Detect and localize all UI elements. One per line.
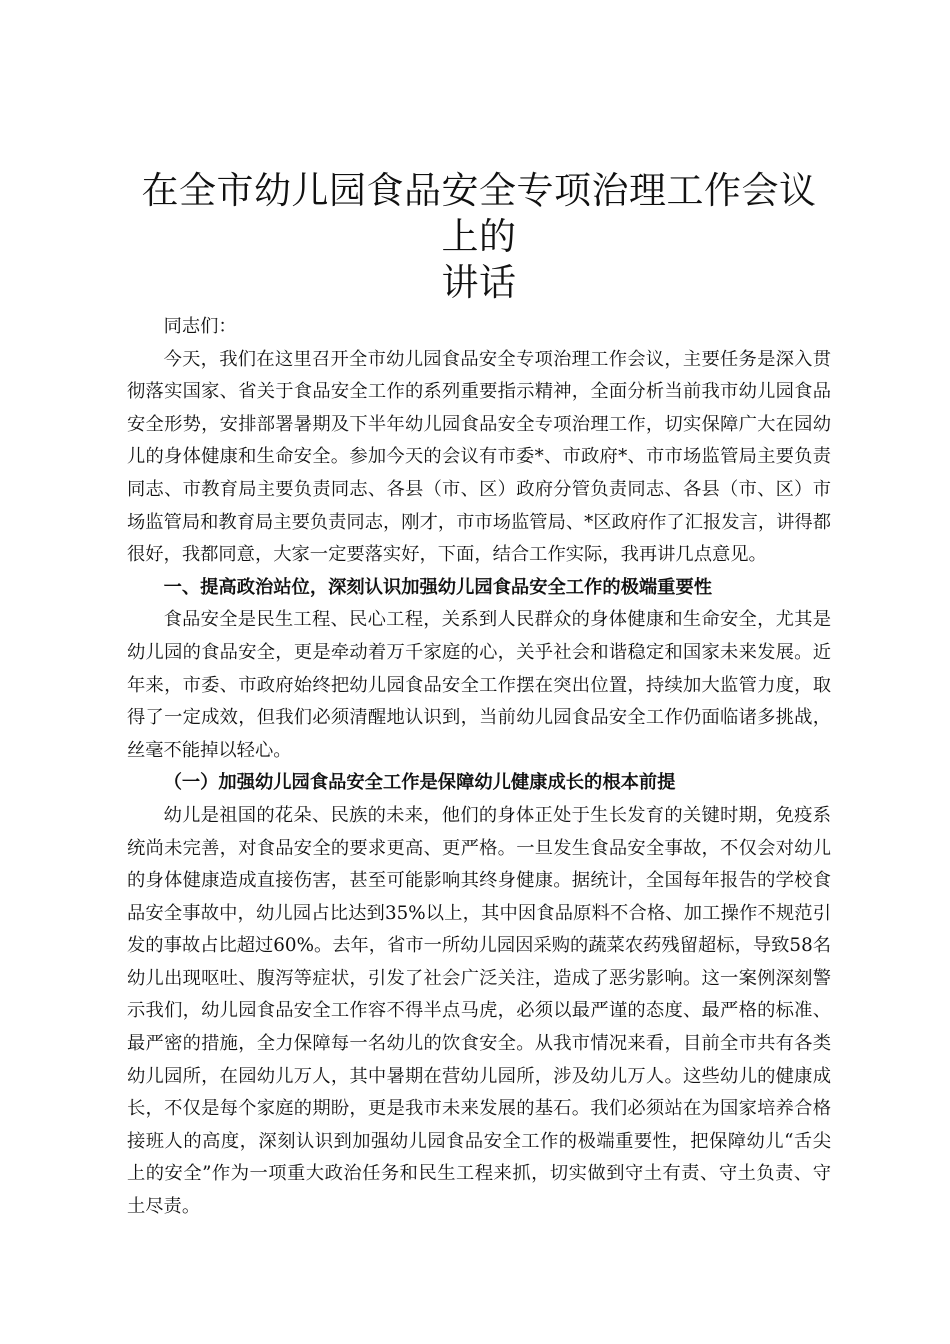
document-body bbox=[127, 168, 831, 1224]
section-heading-1: 一、提高政治站位，深刻认识加强幼儿园食品安全工作的极端重要性 bbox=[163, 576, 713, 598]
paragraph-subsection-1: 幼儿是祖国的花朵、民族的未来，他们的身体正处于生长发育的关键时期，免疫系统尚未完善，对食品安全的要求更高、更严格。一旦发生食品安全事故，不仅会对幼儿的身体健康造成直接伤害，甚至可能影响其终身健康。据统计，全国每年报告的学校食品安全事故中，幼儿园占比达到35%以上，其中因食品原料不合格、加工操作不规范引发的事故占比超过60%。去年，省市一所幼儿园因采购的蔬菜农药残留超标，导致58名幼儿出现呕吐、腹泻等症状，引发了社会广泛关注，造成了恶劣影响。这一案例深刻警示我们，幼儿园食品安全工作容不得半点马虎，必须以最严谨的态度、最严格的标准、最严密的措施，全力保障每一名幼儿的饮食安全。从我市情况来看，目前全市共有各类幼儿园所，在园幼儿万人，其中暑期在营幼儿园所，涉及幼儿万人。这些幼儿的健康成长，不仅是每个家庭的期盼，更是我市未来发展的基石。我们必须站在为国家培养合格接班人的高度，深刻认识到加强幼儿园食品安全工作的极端重要性，把保障幼儿“舌尖上的安全”作为一项重大政治任务和民生工程来抓，切实做到守土有责、守土负责、守土尽责。 bbox=[127, 804, 831, 1218]
title-line-2: 讲话 bbox=[441, 261, 517, 304]
title-line-1: 在全市幼儿园食品安全专项治理工作会议上的 bbox=[141, 169, 817, 258]
paragraph-section-1: 食品安全是民生工程、民心工程，关系到人民群众的身体健康和生命安全，尤其是幼儿园的食品安全，更是牵动着万千家庭的心，关乎社会和谐稳定和国家未来发展。近年来，市委、市政府始终把幼儿园食品安全工作摆在突出位置，持续加大监管力度，取得了一定成效，但我们必须清醒地认识到，当前幼儿园食品安全工作仍面临诸多挑战，丝毫不能掉以轻心。 bbox=[127, 609, 831, 761]
greeting: 同志们： bbox=[163, 316, 237, 337]
document-title bbox=[127, 168, 831, 306]
paragraph-intro: 今天，我们在这里召开全市幼儿园食品安全专项治理工作会议，主要任务是深入贯彻落实国家、省关于食品安全工作的系列重要指示精神，全面分析当前我市幼儿园食品安全形势，安排部署暑期及下半年幼儿园食品安全专项治理工作，切实保障广大在园幼儿的身体健康和生命安全。参加今天的会议有市委*、市政府*、市市场监管局主要负责同志、市教育局主要负责同志、各县（市、区）政府分管负责同志、各县（市、区）市场监管局和教育局主要负责同志，刚才，市市场监管局、*区政府作了汇报发言，讲得都很好，我都同意，大家一定要落实好，下面，结合工作实际，我再讲几点意见。 bbox=[127, 348, 831, 566]
subsection-heading-1: （一）加强幼儿园食品安全工作是保障幼儿健康成长的根本前提 bbox=[163, 772, 676, 794]
